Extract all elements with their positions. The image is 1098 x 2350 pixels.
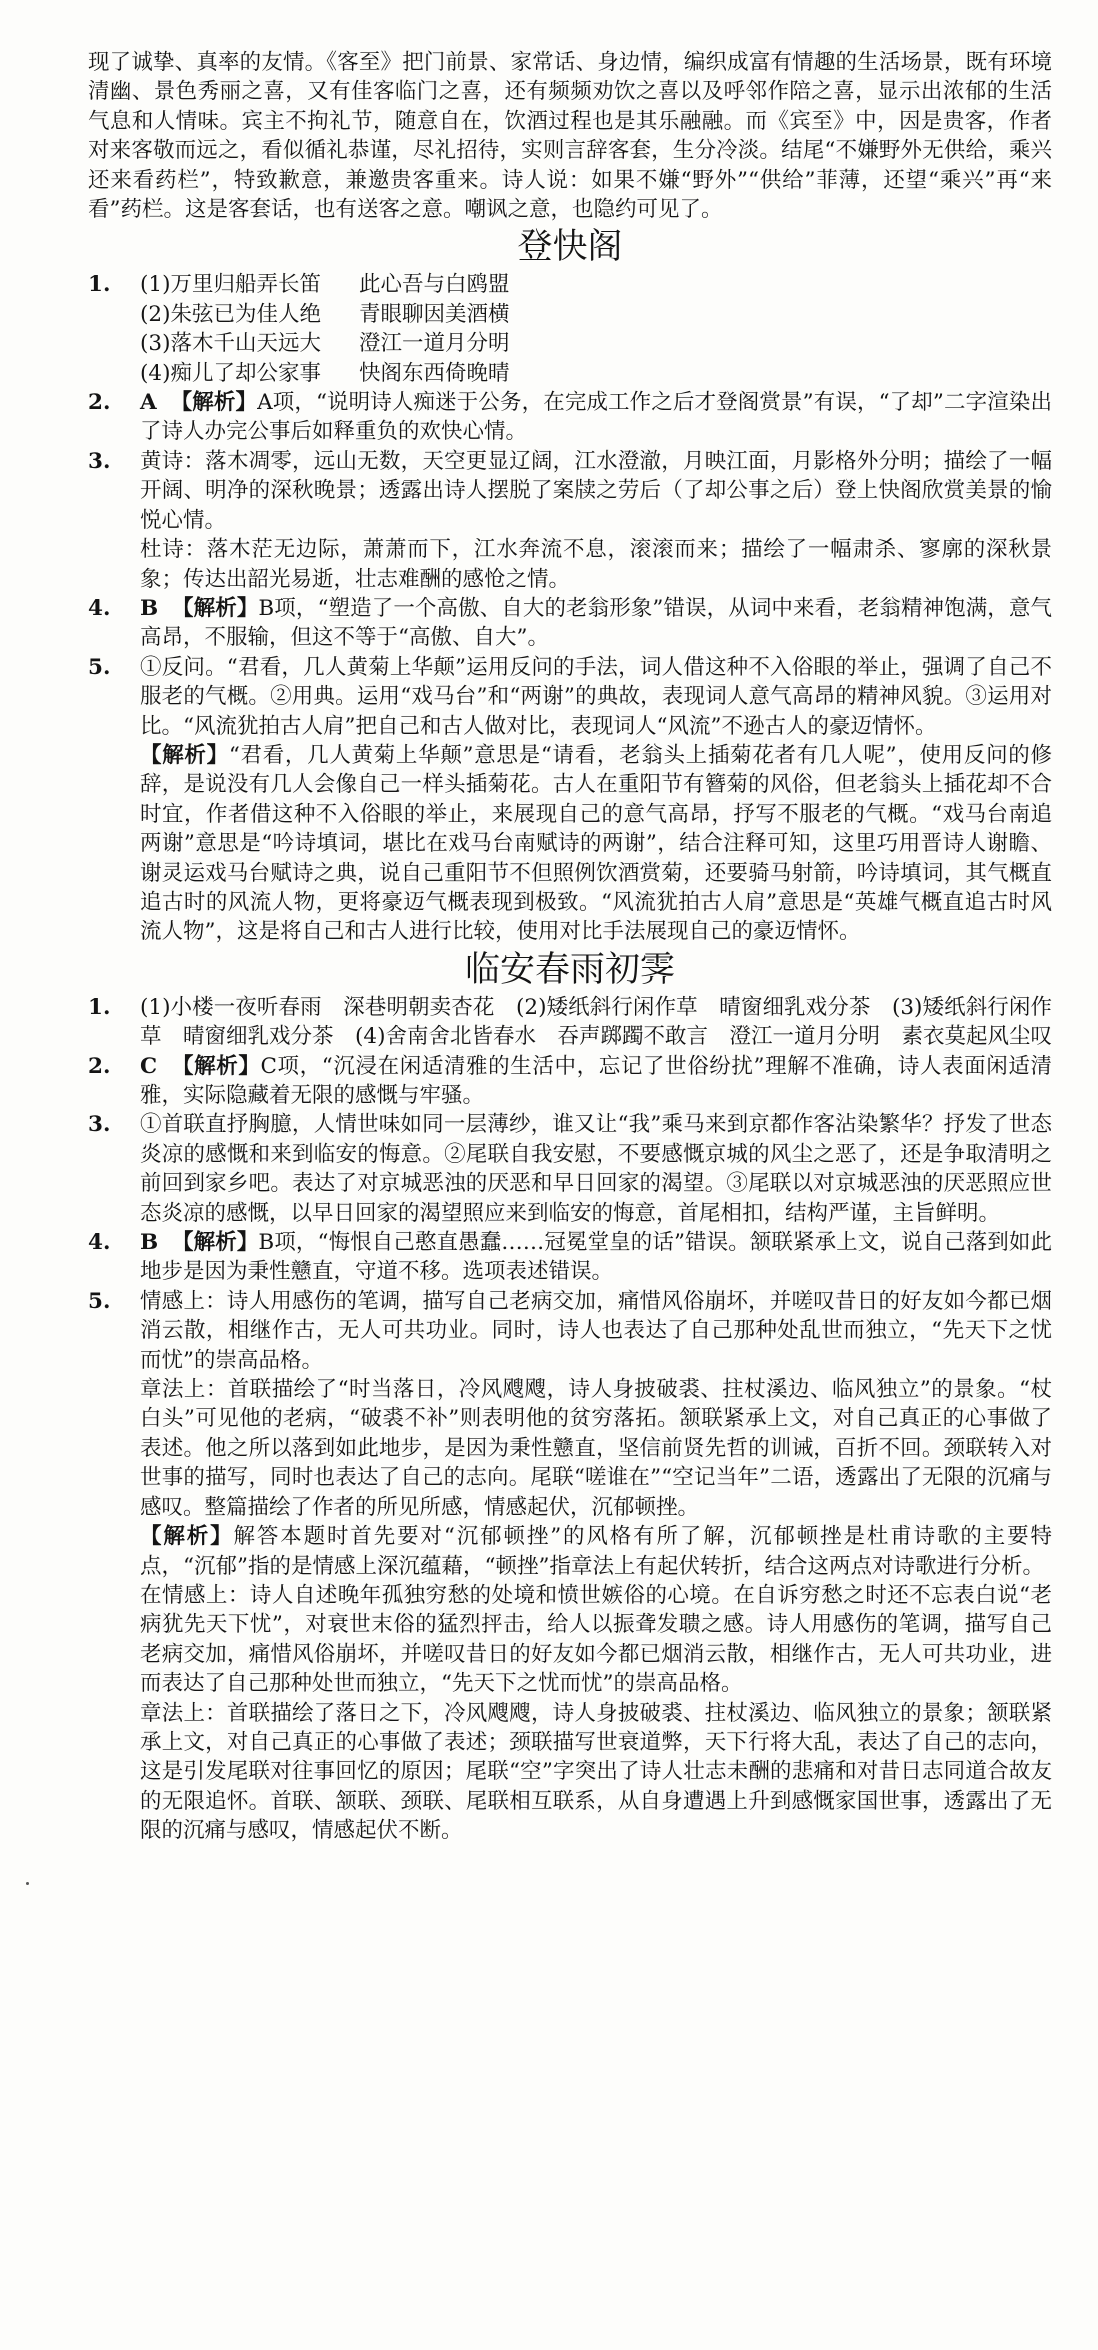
question-3 (88, 1110, 1052, 1228)
question-number: 3. (88, 1112, 111, 1138)
question-number: 5. (88, 654, 111, 680)
answer-paragraph: 章法上：首联描绘了“时当落日，冷风飕飕，诗人身披破裘、拄杖溪边、临风独立”的景象。“杖白头”可见他的老病，“破裘不补”则表明他的贫穷落拓。颔联紧承上文，对自己真正的心事做了表述。他之所以落到如此地步，是因为秉性戆直，坚信前贤先哲的训诫，百折不回。颈联转入对世事的描写，同时也表达了自己的志向。尾联“嗟谁在”“空记当年”二语，透露出了无限的沉痛与感叹。整篇描绘了作者的所见所感，情感起伏，沉郁顿挫。 (140, 1377, 1052, 1520)
analysis-text: C项，“沉浸在闲适清雅的生活中，忘记了世俗纷扰”理解不准确，诗人表面闲适清雅，实际隐藏着无限的感慨与牢骚。 (140, 1053, 1052, 1108)
answer-row (140, 300, 1052, 329)
question-5 (88, 653, 1052, 947)
page-content (88, 48, 1052, 1846)
question-number: 5. (88, 1288, 111, 1314)
question-number: 4. (88, 1230, 111, 1256)
answer-line-a: (4)痴儿了却公家事 (140, 360, 321, 386)
analysis-text: 解答本题时首先要对“沉郁顿挫”的风格有所了解，沉郁顿挫是杜甫诗歌的主要特点，“沉郁”指的是情感上深沉蕴藉，“顿挫”指章法上有起伏转折，结合这两点对诗歌进行分析。 (140, 1524, 1052, 1579)
answer-paragraph: ①反问。“君看，几人黄菊上华颠”运用反问的手法，词人借这种不入俗眼的举止，强调了自己不服老的气概。②用典。运用“戏马台”和“两谢”的典故，表现词人意气高昂的精神风貌。③运用对比。“风流犹拍古人肩”把自己和古人做对比，表现词人“风流”不逊古人的豪迈情怀。 (140, 654, 1052, 739)
analysis-paragraph: 在情感上：诗人自述晚年孤独穷愁的处境和愤世嫉俗的心境。在自诉穷愁之时还不忘表白说“老病犹先天下忧”，对衰世末俗的猛烈抨击，给人以振聋发聩之感。诗人用感伤的笔调，描写自己老病交加，痛惜风俗崩坏，并嗟叹昔日的好友如今都已烟消云散，相继作古，无人可共功业，进而表达了自己那种处世而独立，“先天下之忧而忧”的崇高品格。 (140, 1582, 1052, 1697)
question-3 (88, 447, 1052, 594)
analysis-tag: 【解析】 (172, 1230, 259, 1256)
intro-paragraph: 现了诚挚、真率的友情。《客至》把门前景、家常话、身边情，编织成富有情趣的生活场景，既有环境清幽、景色秀丽之喜，又有佳客临门之喜，还有频频劝饮之喜以及呼邻作陪之喜，显示出浓郁的生活气息和人情味。宾主不拘礼节，随意自在，饮酒过程也是其乐融融。而《宾至》中，因是贵客，作者对来客敬而远之，看似循礼恭谨，尽礼招待，实则言辞客套，生分冷淡。结尾“不嫌野外无供给，乘兴还来看药栏”，特致歉意，兼邀贵客重来。诗人说：如果不嫌“野外”“供给”菲薄，还望“乘兴”再“来看”药栏。这是客套话，也有送客之意。嘲讽之意，也隐约可见了。 (88, 50, 1052, 223)
question-4 (88, 1228, 1052, 1287)
answer-line-b: 澄江一道月分明 (358, 331, 510, 357)
question-number: 1. (88, 272, 111, 298)
answer-choice: B (140, 595, 159, 621)
question-5 (88, 1287, 1052, 1846)
question-number: 2. (88, 390, 111, 416)
analysis-tag: 【解析】 (140, 742, 229, 768)
answer-paragraph: 情感上：诗人用感伤的笔调，描写自己老病交加，痛惜风俗崩坏，并嗟叹昔日的好友如今都已烟消云散，相继作古，无人可共功业。同时，诗人也表达了自己那种处乱世而独立，“先天下之忧而忧”的崇高品格。 (140, 1288, 1052, 1373)
analysis-paragraph: 章法上：首联描绘了落日之下，冷风飕飕，诗人身披破裘、拄杖溪边、临风独立的景象；颔联紧承上文，对自己真正的心事做了表述；颈联描写世衰道弊，天下行将大乱，表达了自己的志向，这是引发尾联对往事回忆的原因；尾联“空”字突出了诗人壮志未酬的悲痛和对昔日志同道合故友的无限追怀。首联、颔联、颈联、尾联相互联系，从自身遭遇上升到感慨家国世事，透露出了无限的沉痛与感叹，情感起伏不断。 (140, 1700, 1052, 1844)
question-number: 2. (88, 1053, 111, 1079)
answer-row (140, 329, 1052, 358)
answer-line-b: 此心吾与白鸥盟 (358, 272, 510, 298)
analysis-text: A项，“说明诗人痴迷于公务，在完成工作之后才登阁赏景”有误，“了却”二字渲染出了诗人办完公事后如释重负的欢快心情。 (140, 390, 1052, 445)
analysis-tag: 【解析】 (140, 1524, 234, 1550)
analysis-tag: 【解析】 (172, 595, 259, 621)
question-1 (88, 993, 1052, 1052)
analysis-tag: 【解析】 (170, 390, 258, 416)
question-number: 1. (88, 994, 111, 1020)
answer-text (140, 388, 1052, 447)
question-number: 3. (88, 448, 111, 474)
answer-paragraph: 黄诗：落木凋零，远山无数，天空更显辽阔，江水澄澈，月映江面，月影格外分明；描绘了一幅开阔、明净的深秋晚景；透露出诗人摆脱了案牍之劳后（了却公事之后）登上快阁欣赏美景的愉悦心情。 (140, 448, 1052, 533)
answer-line-a: (1)万里归船弄长笛 (140, 272, 321, 298)
answer-line-b: 青眼聊因美酒横 (358, 301, 510, 327)
answer-text: ①首联直抒胸臆，人情世味如同一层薄纱，谁又让“我”乘马来到京都作客沾染繁华？抒发了世态炎凉的感慨和来到临安的悔意。②尾联自我安慰，不要感慨京城的风尘之恶了，还是争取清明之前回到家乡吧。表达了对京城恶浊的厌恶和早日回家的渴望。③尾联以对京城恶浊的厌恶照应世态炎凉的感慨，以早日回家的渴望照应来到临安的悔意，首尾相扣，结构严谨，主旨鲜明。 (140, 1112, 1052, 1226)
analysis-text: “君看，几人黄菊上华颠”意思是“请看，老翁头上插菊花者有几人呢”，使用反问的修辞，是说没有几人会像自己一样头插菊花。古人在重阳节有簪菊的风俗，但老翁头上插花却不合时宜，作者借这种不入俗眼的举止，来展现自己的意气高昂，抒写不服老的气概。“戏马台南追两谢”意思是“吟诗填词，堪比在戏马台南赋诗的两谢”，结合注释可知，这里巧用晋诗人谢瞻、谢灵运戏马台赋诗之典，说自己重阳节不但照例饮酒赏菊，还要骑马射箭，吟诗填词，其气概直追古时的风流人物，更将豪迈气概表现到极致。“风流犹拍古人肩”意思是“英雄气概直追古时风流人物”，这是将自己和古人进行比较，使用对比手法展现自己的豪迈情怀。 (140, 742, 1052, 945)
answer-choice: A (140, 390, 157, 416)
analysis-paragraph (140, 741, 1052, 947)
margin-mark (26, 1882, 29, 1885)
answer-choice: B (140, 1230, 159, 1256)
analysis-paragraph (140, 1522, 1052, 1581)
answer-row (140, 270, 1052, 299)
answer-paragraph: 杜诗：落木茫无边际，萧萧而下，江水奔流不息，滚滚而来；描绘了一幅肃杀、寥廓的深秋景象；传达出韶光易逝，壮志难酬的感怆之情。 (140, 537, 1052, 592)
section-title-dengkuaige: 登快阁 (517, 227, 623, 268)
analysis-text: B项，“塑造了一个高傲、自大的老翁形象”错误，从词中来看，老翁精神饱满，意气高昂，不服输，但这不等于“高傲、自大”。 (140, 595, 1052, 651)
answer-line-b: 快阁东西倚晚晴 (358, 360, 510, 386)
answer-row (140, 359, 1052, 388)
question-2 (88, 388, 1052, 447)
answer-choice: C (140, 1053, 158, 1079)
answer-line-a: (3)落木千山天远大 (140, 331, 321, 357)
answer-text (140, 594, 1052, 653)
answer-text (140, 1052, 1052, 1111)
question-4 (88, 594, 1052, 653)
section-title-linan-chunyu-chuji: 临安春雨初霁 (464, 949, 675, 990)
question-2 (88, 1052, 1052, 1111)
answer-line-a: (2)朱弦已为佳人绝 (140, 301, 321, 327)
analysis-tag: 【解析】 (172, 1053, 261, 1079)
analysis-text: B项，“悔恨自己憨直愚蠢……冠冕堂皇的话”错误。颔联紧承上文，说自己落到如此地步是因为秉性戆直，守道不移。选项表述错误。 (140, 1230, 1052, 1285)
answer-text (140, 1228, 1052, 1287)
question-number: 4. (88, 595, 111, 621)
answer-text: (1)小楼一夜听春雨 深巷明朝卖杏花 (2)矮纸斜行闲作草 晴窗细乳戏分茶 (3)矮纸斜行闲作草 晴窗细乳戏分茶 (4)舍南舍北皆春水 吞声踯躅不敢言 澄江一道月分明 素衣莫起风尘叹 (140, 994, 1052, 1050)
question-1 (88, 270, 1052, 388)
